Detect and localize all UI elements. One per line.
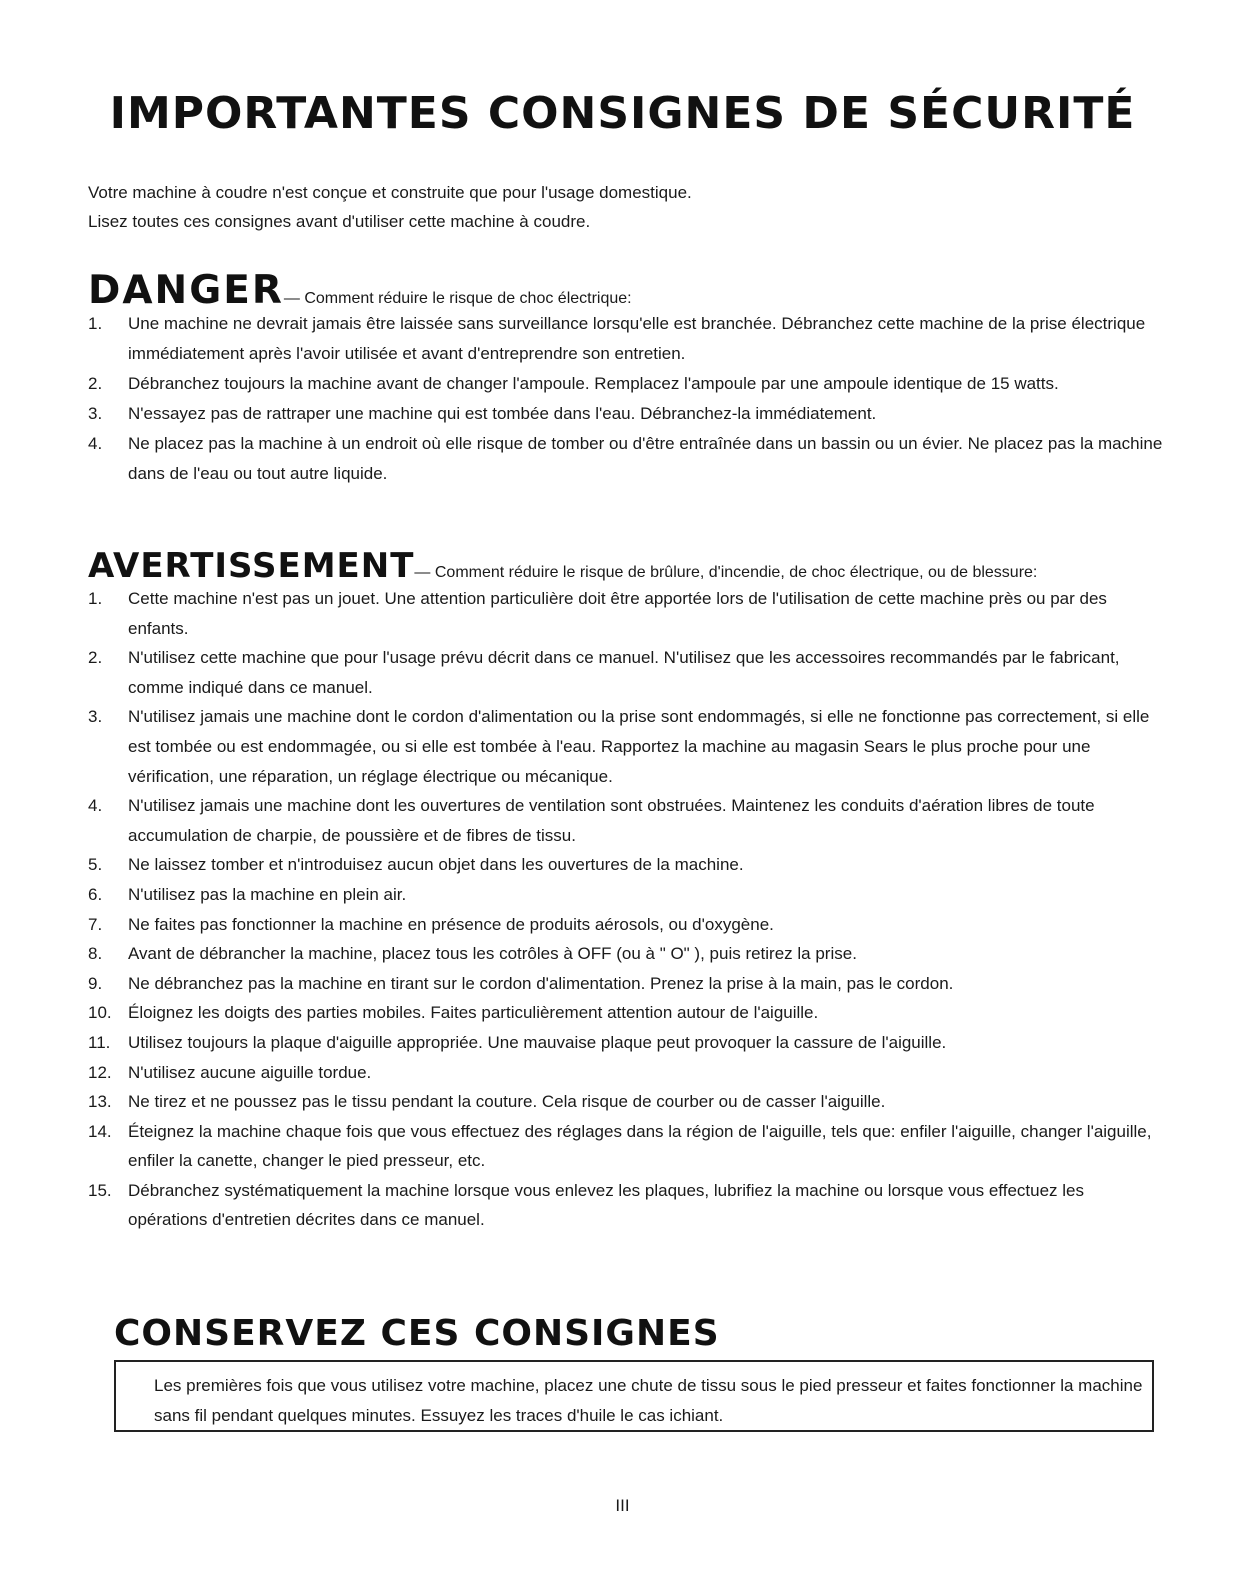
item-number: 2.	[88, 374, 103, 393]
item-number: 13.	[88, 1092, 112, 1112]
warning-heading: AVERTISSEMENT	[88, 546, 415, 586]
item-number: 11.	[88, 1032, 111, 1052]
item-number: 3.	[88, 707, 103, 727]
danger-list	[88, 309, 1168, 489]
item-text: N'utilisez jamais une machine dont les ouvertures de ventilation sont obstruées. Maintenez les conduits d'aération libres de toute accumulation de charpie, de poussière et de fibres de tissu.	[128, 796, 1095, 845]
item-number: 1.	[88, 589, 103, 608]
item-number: 7.	[88, 914, 103, 934]
item-text: Ne tirez et ne poussez pas le tissu pendant la couture. Cela risque de courber ou de casser l'aiguille.	[128, 1092, 886, 1112]
list-item	[88, 584, 1168, 643]
item-text: Éloignez les doigts des parties mobiles. Faites particulièrement attention autour de l'aiguille.	[128, 1003, 819, 1023]
item-number: 10.	[88, 1003, 112, 1023]
item-text: Ne débranchez pas la machine en tirant sur le cordon d'alimentation. Prenez la prise à la main, pas le cordon.	[128, 973, 954, 993]
item-text: Éteignez la machine chaque fois que vous effectuez des réglages dans la région de l'aiguille, tels que: enfiler l'aiguille, changer l'aiguille, enfiler la canette, changer le pied presseur, etc.	[128, 1121, 1152, 1171]
intro-text	[88, 178, 692, 236]
item-text: Débranchez toujours la machine avant de changer l'ampoule. Remplacez l'ampoule par une ampoule identique de 15 watts.	[128, 374, 1059, 393]
list-item	[88, 1087, 1168, 1117]
item-text: Une machine ne devrait jamais être laissée sans surveillance lorsqu'elle est branchée. Débranchez cette machine de la prise électrique immédiatement après l'avoir utilisée et avant d'entreprendre son entretien.	[128, 314, 1146, 363]
item-number: 12.	[88, 1062, 112, 1082]
item-number: 15.	[88, 1180, 112, 1200]
item-text: Avant de débrancher la machine, placez tous les cotrôles à OFF (ou à " O" ), puis retirez la prise.	[128, 944, 857, 964]
danger-heading-row	[88, 268, 632, 313]
danger-heading: DANGER	[88, 268, 284, 313]
item-number: 14.	[88, 1121, 112, 1141]
item-number: 4.	[88, 796, 103, 816]
list-item	[88, 1117, 1168, 1176]
item-text: N'utilisez cette machine que pour l'usage prévu décrit dans ce manuel. N'utilisez que les accessoires recommandés par le fabricant, comme indiqué dans ce manuel.	[128, 648, 1120, 697]
item-text: Ne faites pas fonctionner la machine en présence de produits aérosols, ou d'oxygène.	[128, 914, 774, 934]
warning-list	[88, 584, 1168, 1235]
item-text: N'essayez pas de rattraper une machine qui est tombée dans l'eau. Débranchez-la immédiatement.	[128, 404, 877, 423]
list-item	[88, 702, 1168, 791]
intro-line: Lisez toutes ces consignes avant d'utiliser cette machine à coudre.	[88, 212, 591, 231]
list-item	[88, 939, 1168, 969]
item-text: Ne laissez tomber et n'introduisez aucun objet dans les ouvertures de la machine.	[128, 855, 744, 875]
item-number: 2.	[88, 648, 103, 668]
list-item	[88, 1058, 1168, 1088]
list-item	[88, 850, 1168, 880]
item-text: N'utilisez aucune aiguille tordue.	[128, 1062, 372, 1082]
item-number: 4.	[88, 434, 103, 453]
list-item	[88, 998, 1168, 1028]
list-item	[88, 399, 1168, 429]
warning-subtitle: — Comment réduire le risque de brûlure, d'incendie, de choc électrique, ou de blessure:	[414, 564, 1038, 581]
danger-subtitle: — Comment réduire le risque de choc électrique:	[283, 290, 632, 307]
item-text: Débranchez systématiquement la machine lorsque vous enlevez les plaques, lubrifiez la machine ou lorsque vous effectuez les opérations d'entretien décrites dans ce manuel.	[128, 1180, 1084, 1230]
item-text: Ne placez pas la machine à un endroit où elle risque de tomber ou d'être entraînée dans un bassin ou un évier. Ne placez pas la machine dans de l'eau ou tout autre liquide.	[128, 434, 1163, 483]
item-number: 6.	[88, 884, 103, 904]
page-title: IMPORTANTES CONSIGNES DE SÉCURITÉ	[109, 88, 1136, 139]
item-number: 5.	[88, 855, 103, 875]
list-item	[88, 309, 1168, 369]
item-text: Utilisez toujours la plaque d'aiguille appropriée. Une mauvaise plaque peut provoquer la cassure de l'aiguille.	[128, 1032, 947, 1052]
warning-heading-row	[88, 546, 1037, 586]
item-number: 1.	[88, 314, 103, 333]
intro-line: Votre machine à coudre n'est conçue et construite que pour l'usage domestique.	[88, 183, 692, 202]
list-item	[88, 969, 1168, 999]
note-text: Les premières fois que vous utilisez votre machine, placez une chute de tissu sous le pied presseur et faites fonctionner la machine sans fil pendant quelques minutes. Essuyez les traces d'huile le cas ichiant.	[154, 1376, 1143, 1425]
list-item	[88, 880, 1168, 910]
page-number: III	[615, 1496, 630, 1515]
list-item	[88, 643, 1168, 702]
list-item	[88, 1176, 1168, 1235]
item-text: N'utilisez jamais une machine dont le cordon d'alimentation ou la prise sont endommagés, si elle ne fonctionne pas correctement, si elle est tombée ou est endommagée, ou si elle est tombée à l'eau. Rapportez la machine au magasin Sears le plus proche pour une vérification, une réparation, un réglage électrique ou mécanique.	[128, 707, 1150, 786]
item-number: 9.	[88, 973, 103, 993]
list-item	[88, 1028, 1168, 1058]
item-text: Cette machine n'est pas un jouet. Une attention particulière doit être apportée lors de l'utilisation de cette machine près ou par des enfants.	[128, 589, 1107, 638]
note-box	[114, 1360, 1154, 1432]
item-text: N'utilisez pas la machine en plein air.	[128, 884, 407, 904]
conserve-heading: CONSERVEZ CES CONSIGNES	[114, 1313, 720, 1354]
item-number: 8.	[88, 944, 103, 964]
list-item	[88, 910, 1168, 940]
list-item	[88, 429, 1168, 489]
list-item	[88, 791, 1168, 850]
item-number: 3.	[88, 404, 103, 423]
list-item	[88, 369, 1168, 399]
